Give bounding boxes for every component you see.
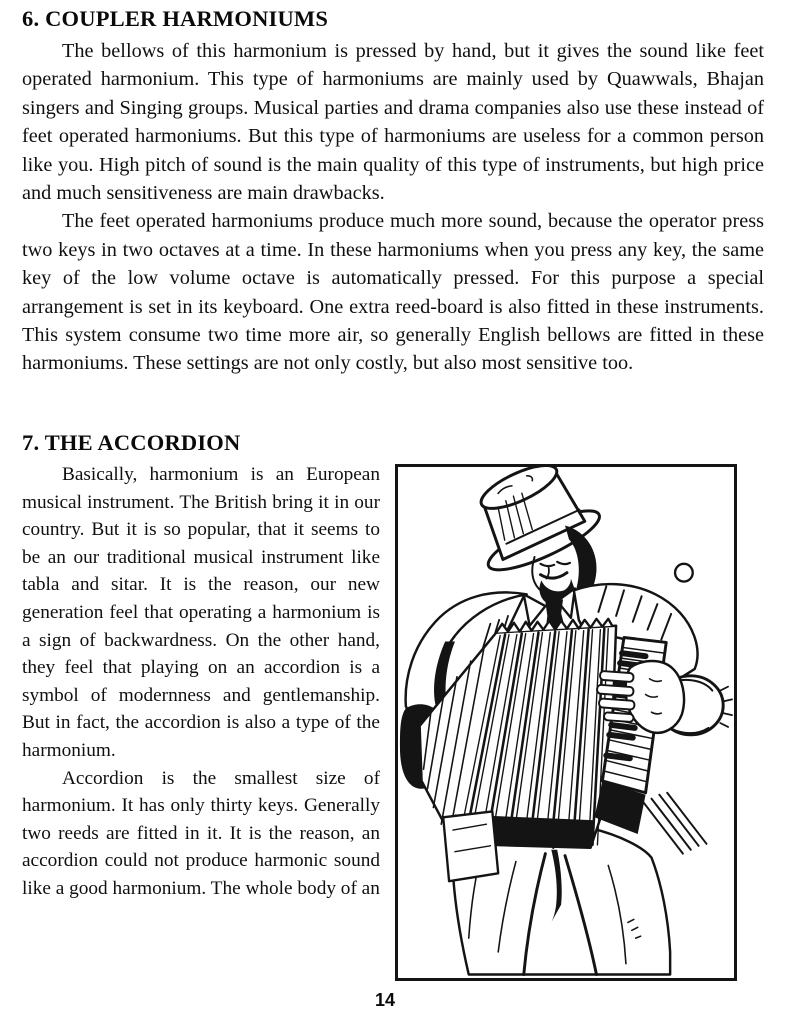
section-6-paragraph-2: The feet operated harmoniums produce much more sound, because the operator press two keys in two octaves at a time. In these harmoniums when you press any key, the same key of the low volume octave is automatically pressed. For this purpose a special arrangement is set in its keyboard. One extra reed-board is also fitted in these instruments. This system consume two time more air, so generally English bellows are fitted in these harmoniums. These settings are not only costly, but also most sensitive too. — [22, 210, 764, 375]
section-coupler-harmoniums — [22, 6, 764, 430]
section-the-accordion — [22, 430, 764, 981]
lap-cloth — [443, 811, 498, 881]
section-6-heading: 6. COUPLER HARMONIUMS — [22, 6, 329, 31]
shoulder-button — [675, 564, 693, 582]
man-playing-accordion-drawing — [398, 467, 734, 978]
accordion-player-illustration — [395, 464, 737, 981]
section-7-heading: 7. THE ACCORDION — [22, 430, 241, 455]
hip-hatch — [644, 793, 707, 854]
section-6-paragraph-1: The bellows of this harmonium is pressed by hand, but it gives the sound like feet operated harmonium. This type of harmoniums are mainly used by Quawwals, Bhajan singers and Singing groups. Musical parties and drama companies also use these instead of feet operated harmoniums. But this type of harmoniums are useless for a common person like you. High pitch of sound is the main quality of this type of instruments, but high price and much sensitiveness are main drawbacks. — [22, 40, 764, 205]
page-number: 14 — [374, 990, 396, 1010]
page-footer — [22, 981, 764, 1011]
section-7-paragraph-1: Basically, harmonium is an European musical instrument. The British bring it in our country. But it is so popular, that it seems to be an our traditional musical instrument like tabla and sitar. It is the reason, our new generation feel that operating a harmonium is a sign of backwardness. On the other hand, they feel that playing on an accordion is a symbol of modernness and gentlemanship. But in fact, the accordion is also a type of the harmonium. — [22, 464, 380, 761]
section-7-paragraph-2: Accordion is the smallest size of harmonium. It has only thirty keys. Generally two reeds are fitted in it. It is the reason, an accordion could not produce harmonic sound like a good harmonium. The whole body of an — [22, 767, 380, 899]
